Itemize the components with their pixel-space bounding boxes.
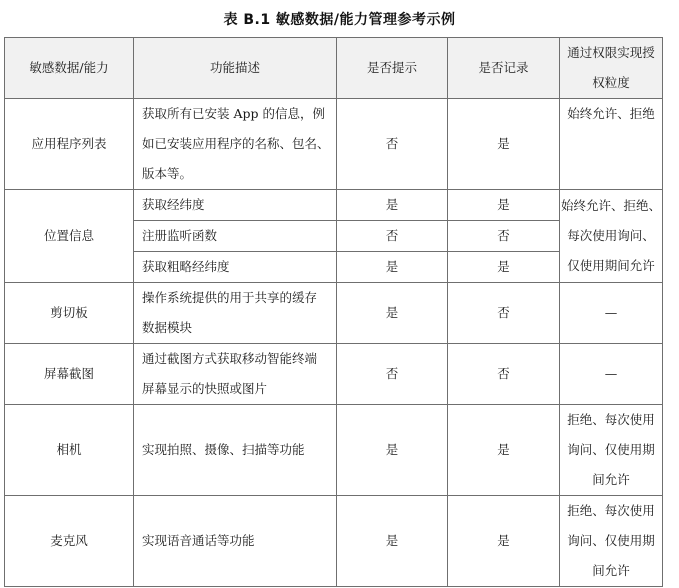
table-row <box>5 190 663 221</box>
granularity-cell: 始终允许、拒绝 <box>560 99 663 190</box>
record-cell: 是 <box>448 252 560 283</box>
record-cell: 是 <box>448 405 560 496</box>
record-cell: 否 <box>448 344 560 405</box>
prompt-cell: 是 <box>337 283 448 344</box>
granularity-line: 始终允许、拒绝、 <box>560 198 661 213</box>
description-cell: 注册监听函数 <box>134 221 337 252</box>
table-row <box>5 344 663 405</box>
header-description: 功能描述 <box>134 38 337 99</box>
granularity-cell <box>560 190 663 283</box>
item-cell: 屏幕截图 <box>5 344 134 405</box>
record-cell: 否 <box>448 221 560 252</box>
record-cell: 是 <box>448 99 560 190</box>
granularity-line: 仅使用期间允许 <box>567 258 655 273</box>
record-cell: 否 <box>448 283 560 344</box>
granularity-cell <box>560 405 663 496</box>
description-line: 如已安装应用程序的名称、包名、 <box>142 136 330 151</box>
granularity-line: 间允许 <box>592 563 630 578</box>
prompt-cell: 否 <box>337 344 448 405</box>
description-line: 版本等。 <box>142 166 193 181</box>
table-title: 表 B.1 敏感数据/能力管理参考示例 <box>223 12 456 28</box>
granularity-line: 间允许 <box>592 472 630 487</box>
header-item: 敏感数据/能力 <box>5 38 134 99</box>
table-row <box>5 496 663 587</box>
granularity-cell <box>560 496 663 587</box>
item-cell: 麦克风 <box>5 496 134 587</box>
sensitive-data-table <box>4 37 663 587</box>
description-cell <box>134 344 337 405</box>
prompt-cell: 否 <box>337 221 448 252</box>
description-line: 屏幕显示的快照或图片 <box>142 381 268 396</box>
item-cell: 位置信息 <box>5 190 134 283</box>
description-cell: 实现拍照、摄像、扫描等功能 <box>134 405 337 496</box>
granularity-line: 询问、仅使用期 <box>567 533 655 548</box>
item-cell: 应用程序列表 <box>5 99 134 190</box>
table-row <box>5 405 663 496</box>
record-cell: 是 <box>448 496 560 587</box>
description-line: 操作系统提供的用于共享的缓存 <box>142 290 318 305</box>
description-cell <box>134 99 337 190</box>
granularity-line: 拒绝、每次使用 <box>567 412 655 427</box>
description-line: 数据模块 <box>142 320 193 335</box>
header-granularity <box>560 38 663 99</box>
header-prompt: 是否提示 <box>337 38 448 99</box>
table-header-row <box>5 38 663 99</box>
description-cell: 获取粗略经纬度 <box>134 252 337 283</box>
granularity-cell: — <box>560 344 663 405</box>
granularity-line: 询问、仅使用期 <box>567 442 655 457</box>
description-line: 通过截图方式获取移动智能终端 <box>142 351 318 366</box>
table-row <box>5 283 663 344</box>
prompt-cell: 是 <box>337 190 448 221</box>
granularity-line: 拒绝、每次使用 <box>567 503 655 518</box>
description-cell: 获取经纬度 <box>134 190 337 221</box>
description-line: 获取所有已安装 App 的信息，例 <box>142 106 325 121</box>
description-cell: 实现语音通话等功能 <box>134 496 337 587</box>
item-cell: 相机 <box>5 405 134 496</box>
item-cell: 剪切板 <box>5 283 134 344</box>
header-record: 是否记录 <box>448 38 560 99</box>
prompt-cell: 是 <box>337 405 448 496</box>
table-row <box>5 99 663 190</box>
prompt-cell: 是 <box>337 496 448 587</box>
header-granularity-line1: 通过权限实现授 <box>567 45 655 60</box>
prompt-cell: 是 <box>337 252 448 283</box>
prompt-cell: 否 <box>337 99 448 190</box>
granularity-line: 每次使用询问、 <box>567 228 655 243</box>
description-cell <box>134 283 337 344</box>
record-cell: 是 <box>448 190 560 221</box>
granularity-cell: — <box>560 283 663 344</box>
header-granularity-line2: 权粒度 <box>592 75 630 90</box>
